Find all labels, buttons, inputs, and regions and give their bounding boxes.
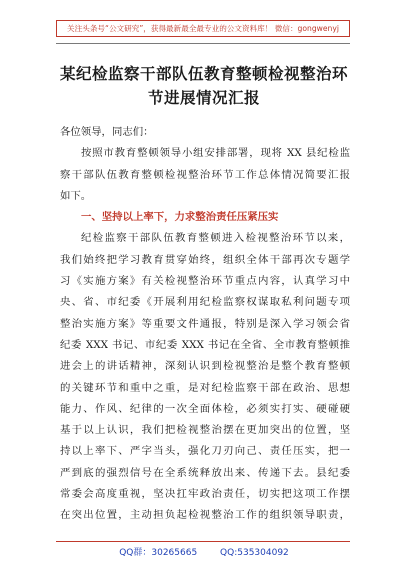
section-line-8: 的关键环节和重中之重，是对纪检监察干部在政治、思想 [60,381,350,394]
document-body [60,122,350,527]
top-rule [56,43,350,44]
section-line-1: 纪检监察干部队伍教育整顿进入检视整治环节以来， [81,232,350,245]
title-line-1: 某纪检监察干部队伍教育整顿检视整治环 [59,65,348,83]
footer-contact: QQ群：30265665 QQ:535304092 [119,548,289,558]
section-line-2: 我们始终把学习教育贯穿始终，组织全体干部再次专题学 [60,253,350,266]
section-line-11: 持以上率下、严字当头，强化刀刃向己、责任压实，把一 [60,445,350,458]
section-line-7: 进会上的讲话精神，深刻认识到检视整治是整个教育整顿 [60,360,350,373]
section-line-14: 在突出位置，主动担负起检视整治工作的组织领导职责， [60,509,350,522]
section-line-9: 能力、作风、纪律的一次全面体检，必须实打实、硬碰硬 [60,402,350,415]
section-line-4: 央、省、市纪委《开展利用纪检监察权谋取私利问题专项 [60,296,350,309]
section-line-3: 习《实施方案》有关检视整治环节重点内容，认真学习中 [60,275,350,288]
bottom-rule [56,541,350,542]
section-line-6: 纪委 XXX 书记、市纪委 XXX 书记在全省、全市教育整顿推 [60,338,350,351]
section-line-5: 整治实施方案》等重要文件通报，特别是深入学习领会省 [60,317,350,330]
section-heading-1: 一、坚持以上率下，力求整治责任压紧压实 [81,211,279,224]
intro-line-3: 如下。 [60,189,92,202]
title-line-2: 节进展情况汇报 [147,89,260,107]
section-line-13: 常委会高度重视，坚决扛牢政治责任，切实把这项工作摆 [60,488,350,501]
intro-line-2: 察干部队伍教育整顿检视整治环节工作总体情况简要汇报 [60,168,350,181]
section-line-12: 严到底的强烈信号在全系统释放出来、传递下去。县纪委 [60,466,350,479]
top-banner: 关注头条号“公文研究”，获得最新最全最专业的公文资料库！ 微信：gongwenyj [56,20,350,37]
section-line-10: 基于以上认识，我们把检视整治摆在更加突出的位置，坚 [60,424,350,437]
document-title [48,62,360,110]
salutation: 各位领导，同志们： [60,126,154,138]
intro-line-1: 按照市教育整顿领导小组安排部署，现将 XX 县纪检监 [81,147,350,160]
